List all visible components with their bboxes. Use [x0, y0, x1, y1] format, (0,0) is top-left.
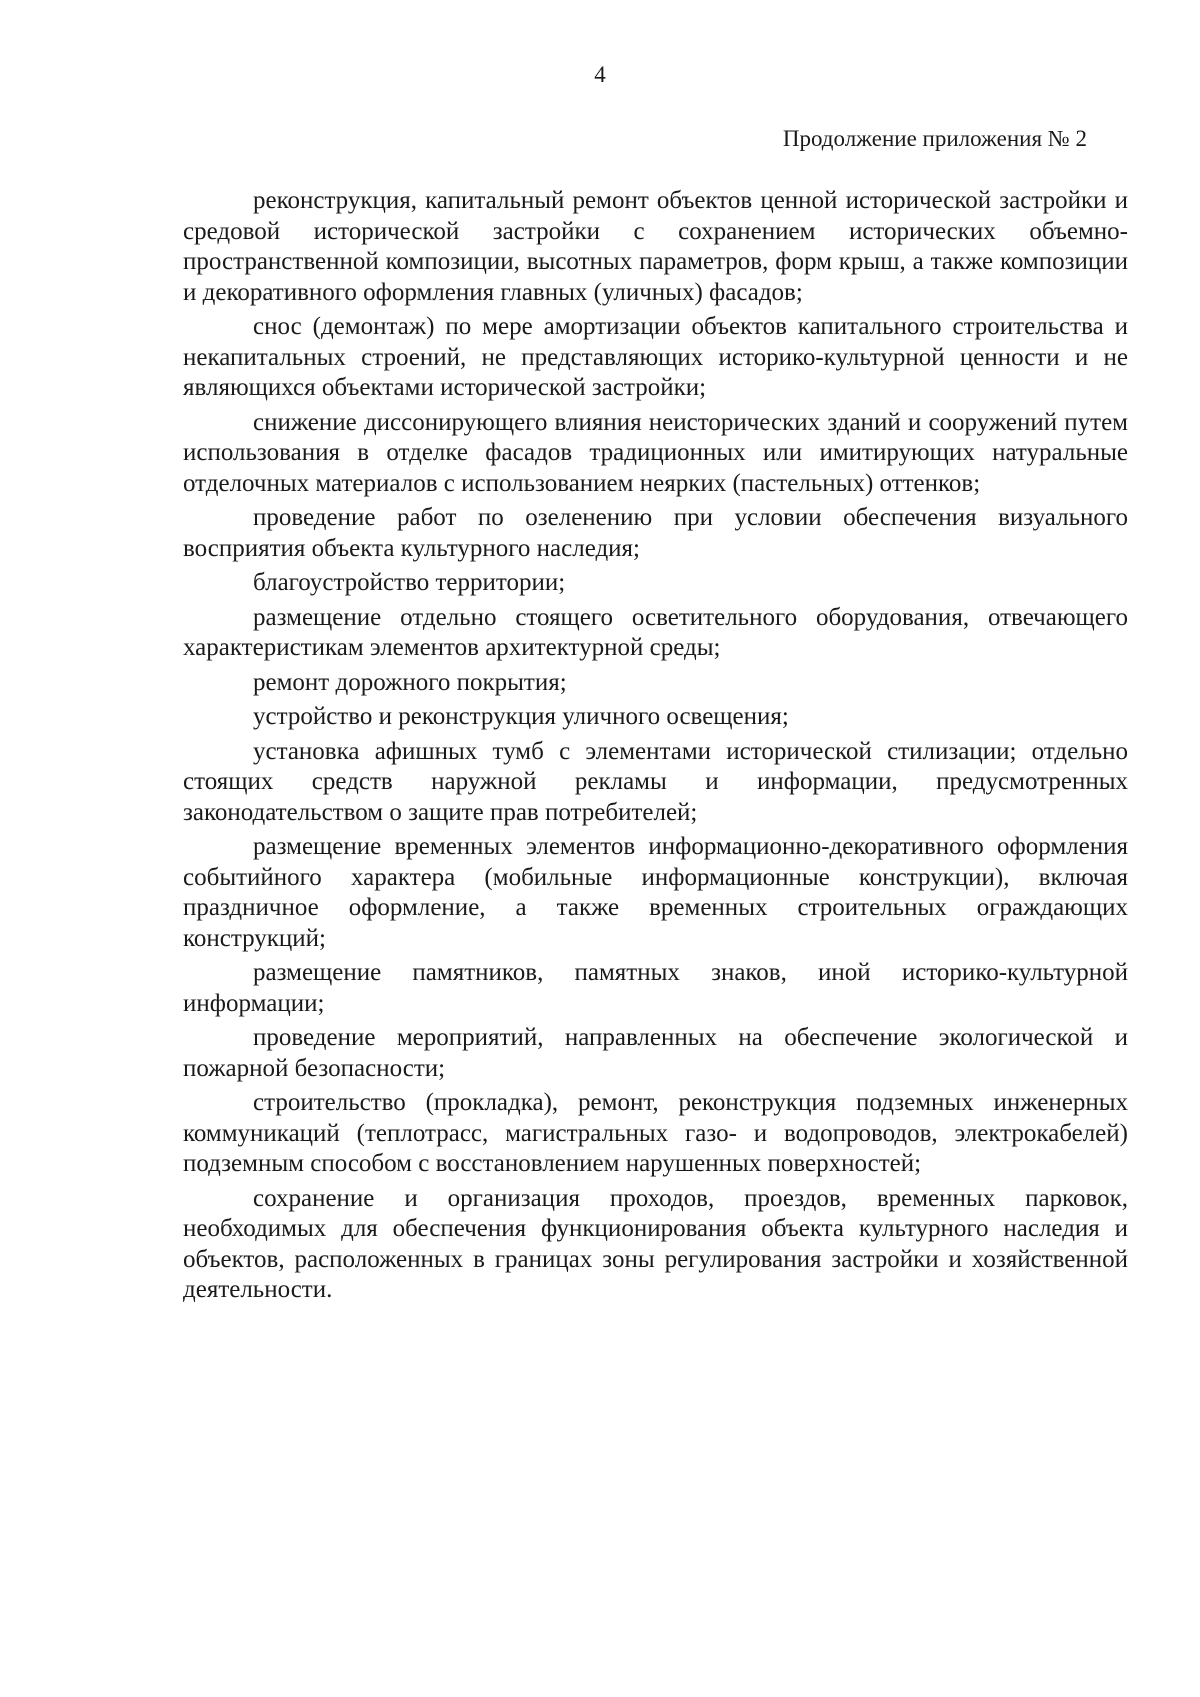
- continuation-label: Продолжение приложения № 2: [782, 126, 1087, 151]
- document-body: [183, 186, 1128, 1310]
- paragraph-passages-parking: сохранение и организация проходов, проездов, временных парковок, необходимых для обеспечения функционирования объекта культурного наследия и объектов, расположенных в границах зоны регулирования застройки и хозяйственной деятельности.: [183, 1184, 1128, 1303]
- paragraph-territory-improvement: благоустройство территории;: [253, 569, 566, 596]
- paragraph-safety-measures: проведение мероприятий, направленных на обеспечение экологической и пожарной безопасности;: [183, 1024, 1128, 1082]
- paragraph-reconstruction: реконструкция, капитальный ремонт объектов ценной исторической застройки и средовой исторической застройки с сохранением исторических объемно-пространственной композиции, высотных параметров, форм крыш, а также композиции и декоративного оформления главных (уличных) фасадов;: [183, 187, 1128, 306]
- paragraph-monuments: размещение памятников, памятных знаков, иной историко-культурной информации;: [183, 959, 1128, 1017]
- paragraph-advertising-columns: установка афишных тумб с элементами исторической стилизации; отдельно стоящих средств наружной рекламы и информации, предусмотренных законодательством о защите прав потребителей;: [183, 737, 1128, 826]
- paragraph-landscaping: проведение работ по озеленению при условии обеспечения визуального восприятия объекта культурного наследия;: [183, 504, 1128, 562]
- page-number: 4: [594, 62, 606, 87]
- paragraph-lighting-equipment: размещение отдельно стоящего осветительного оборудования, отвечающего характеристикам элементов архитектурной среды;: [183, 603, 1128, 661]
- paragraph-temporary-elements: размещение временных элементов информационно-декоративного оформления событийного характера (мобильные информационные конструкции), включая праздничное оформление, а также временных строительных ограждающих конструкций;: [183, 833, 1128, 952]
- paragraph-demolition: снос (демонтаж) по мере амортизации объектов капитального строительства и некапитальных строений, не представляющих историко-культурной ценности и не являющихся объектами исторической застройки;: [183, 313, 1128, 401]
- paragraph-dissonance-reduction: снижение диссонирующего влияния неисторических зданий и сооружений путем использования в отделке фасадов традиционных или имитирующих натуральные отделочных материалов с использованием неярких (пастельных) оттенков;: [183, 408, 1128, 497]
- paragraph-road-repair: ремонт дорожного покрытия;: [253, 668, 567, 696]
- paragraph-underground-utilities: строительство (прокладка), ремонт, реконструкция подземных инженерных коммуникаций (теплотрасс, магистральных газо- и водопроводов, электрокабелей) подземным способом с восстановлением нарушенных поверхностей;: [183, 1089, 1128, 1177]
- paragraph-street-lighting: устройство и реконструкция уличного освещения;: [253, 703, 789, 730]
